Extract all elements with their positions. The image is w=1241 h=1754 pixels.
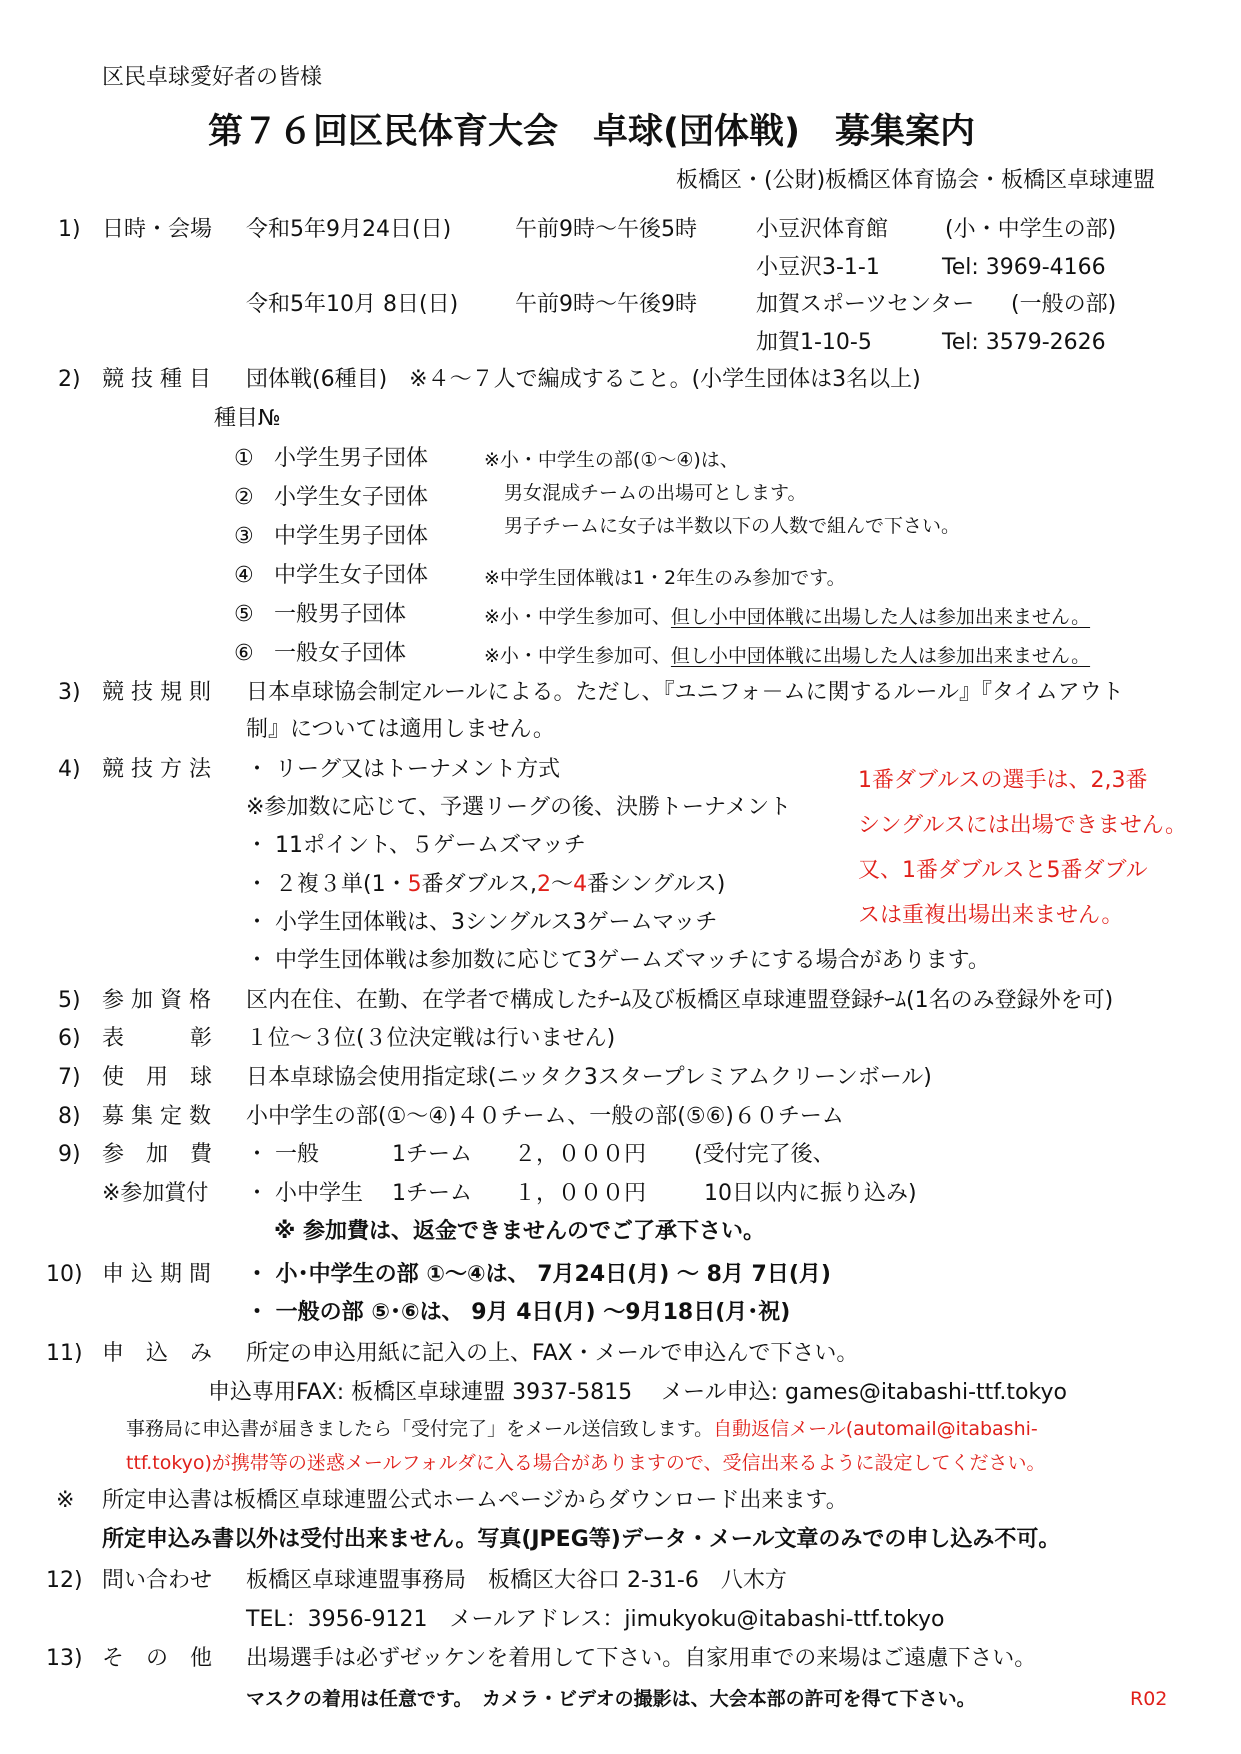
form-required-note: 所定申込み書以外は受付出来ません。写真(JPEG等)データ・メール文章のみでの申し込み不可。: [102, 1527, 1061, 1552]
tel-2: Tel: 3579-2626: [942, 330, 1106, 355]
tel-1: Tel: 3969-4166: [942, 255, 1106, 280]
section-label: 参 加 費: [102, 1142, 213, 1167]
event-no: ③: [234, 524, 254, 549]
section-label: 競 技 種 目: [102, 367, 211, 392]
section-number: 1): [58, 217, 81, 242]
doubles-note: 1番ダブルスの選手は、2,3番: [858, 768, 1148, 793]
event-name: 一般男子団体: [274, 602, 407, 627]
address-1: 小豆沢3-1-1: [756, 255, 880, 280]
section-number: 12): [46, 1568, 83, 1593]
section-number: 4): [58, 757, 81, 782]
section-label: 参 加 資 格: [102, 988, 211, 1013]
section-number: 11): [46, 1341, 83, 1366]
method-line: ・ ２複３単(1・5番ダブルス,2～4番シングルス): [246, 872, 726, 897]
event-no: ②: [234, 485, 254, 510]
section-label: 募 集 定 数: [102, 1104, 211, 1129]
fax-email-line: 申込専用FAX: 板橋区卓球連盟 3937-5815 メール申込: games@itabashi-ttf.tokyo: [208, 1380, 1067, 1405]
event-note: ※中学生団体戦は1・2年生のみ参加です。: [484, 567, 846, 589]
event-name: 一般女子団体: [274, 641, 407, 666]
event-name: 中学生女子団体: [274, 563, 429, 588]
application-text: 所定の申込用紙に記入の上、FAX・メールで申込んで下さい。: [246, 1341, 859, 1366]
section-number: 13): [46, 1646, 83, 1671]
division-1: (小・中学生の部): [945, 217, 1117, 242]
time-2: 午前9時～午後9時: [515, 292, 697, 317]
section-label: 競 技 方 法: [102, 757, 211, 782]
section-sublabel: ※参加賞付: [102, 1181, 209, 1206]
fee-category: ・ 一般: [246, 1142, 319, 1167]
period-line: ・ 一般の部 ⑤･⑥は、 9月 4日(月) ～9月18日(月･祝): [246, 1300, 791, 1325]
capacity-text: 小中学生の部(①～④)４０チーム、一般の部(⑤⑥)６０チーム: [246, 1104, 844, 1129]
division-2: (一般の部): [1011, 292, 1117, 317]
doubles-note: スは重複出場出来ません。: [858, 903, 1124, 928]
method-line: ・ リーグ又はトーナメント方式: [246, 757, 561, 782]
fee-amount: １，０００円: [514, 1181, 647, 1206]
section-number: 9): [58, 1142, 81, 1167]
note-mark: ※: [56, 1488, 75, 1513]
section-number: 7): [58, 1065, 81, 1090]
event-note: 男女混成チームの出場可とします。: [504, 482, 807, 504]
eligibility-text: 区内在住、在勤、在学者で構成したﾁｰﾑ及び板橋区卓球連盟登録ﾁｰﾑ(1名のみ登録外を可): [246, 988, 1114, 1013]
event-name: 小学生男子団体: [274, 446, 429, 471]
page-title: 第７６回区民体育大会 卓球(団体戦) 募集案内: [208, 112, 975, 152]
event-note: 男子チームに女子は半数以下の人数で組んで下さい。: [504, 515, 961, 537]
rules-text: 制』については適用しません。: [246, 717, 555, 742]
event-note: ※小・中学生参加可、但し小中団体戦に出場した人は参加出来ません。: [484, 645, 1091, 667]
event-no: ⑤: [234, 602, 254, 627]
organizers: 板橋区・(公財)板橋区体育協会・板橋区卓球連盟: [676, 168, 1156, 193]
spam-note: ttf.tokyo)が携帯等の迷惑メールフォルダに入る場合がありますので、受信出来るように設定してください。: [126, 1452, 1046, 1474]
date-1: 令和5年9月24日(日): [246, 217, 452, 242]
ball-text: 日本卓球協会使用指定球(ニッタク3スタープレミアムクリーンボール): [246, 1065, 932, 1090]
address-2: 加賀1-10-5: [756, 330, 872, 355]
section-label: そ の 他: [102, 1646, 213, 1671]
event-name: 小学生女子団体: [274, 485, 429, 510]
event-note: ※小・中学生の部(①～④)は、: [484, 449, 739, 471]
section-number: 2): [58, 367, 81, 392]
contact-tel-email: TEL：3956-9121 メールアドレス：jimukyoku@itabashi-ttf.tokyo: [246, 1607, 945, 1632]
section-label: 日時・会場: [102, 217, 213, 242]
section-number: 10): [46, 1262, 83, 1287]
awards-text: １位～３位(３位決定戦は行いません): [246, 1026, 616, 1051]
document-code: R02: [1130, 1688, 1168, 1710]
section-label: 使 用 球: [102, 1065, 213, 1090]
contact-address: 板橋区卓球連盟事務局 板橋区大谷口 2-31-6 八木方: [246, 1568, 787, 1593]
fee-unit: 1チーム: [392, 1181, 472, 1206]
event-no: ⑥: [234, 641, 254, 666]
section-label: 申 込 期 間: [102, 1262, 211, 1287]
event-no: ①: [234, 446, 254, 471]
event-note: ※小・中学生参加可、但し小中団体戦に出場した人は参加出来ません。: [484, 606, 1091, 628]
time-1: 午前9時～午後5時: [515, 217, 697, 242]
section-label: 表 彰: [102, 1026, 213, 1051]
event-summary: 団体戦(6種目) ※４～７人で編成すること。(小学生団体は3名以上): [246, 367, 921, 392]
fee-note: (受付完了後、: [694, 1142, 835, 1167]
event-name: 中学生男子団体: [274, 524, 429, 549]
greeting: 区民卓球愛好者の皆様: [102, 65, 323, 90]
period-line: ・ 小･中学生の部 ①～④は、 7月24日(月) ～ 8月 7日(月): [246, 1262, 831, 1287]
doubles-note: シングルスには出場できません。: [858, 813, 1188, 838]
section-label: 競 技 規 則: [102, 680, 211, 705]
section-label: 申 込 み: [102, 1341, 213, 1366]
rules-text: 日本卓球協会制定ルールによる。ただし、『ユニフォ－ムに関するルール』『タイムアウト: [246, 680, 1124, 705]
event-no-header: 種目№: [214, 406, 281, 431]
method-line: ・ 小学生団体戦は、3シングルス3ゲームマッチ: [246, 910, 718, 935]
section-number: 5): [58, 988, 81, 1013]
venue-1: 小豆沢体育館: [756, 217, 889, 242]
section-number: 8): [58, 1104, 81, 1129]
fee-amount: ２，０００円: [514, 1142, 647, 1167]
fee-unit: 1チーム: [392, 1142, 472, 1167]
date-2: 令和5年10月 8日(日): [246, 292, 459, 317]
doubles-note: 又、1番ダブルスと5番ダブル: [858, 858, 1148, 883]
download-note: 所定申込書は板橋区卓球連盟公式ホームページからダウンロード出来ます。: [102, 1488, 848, 1513]
venue-2: 加賀スポーツセンター: [756, 292, 975, 317]
section-label: 問い合わせ: [102, 1568, 213, 1593]
section-number: 3): [58, 680, 81, 705]
confirmation-note: 事務局に申込書が届きましたら「受付完了」をメール送信致します。自動返信メール(automail@itabashi-: [126, 1418, 1038, 1440]
event-no: ④: [234, 563, 254, 588]
fee-note: 10日以内に振り込み): [704, 1181, 917, 1206]
other-note: 出場選手は必ずゼッケンを着用して下さい。自家用車での来場はご遠慮下さい。: [246, 1646, 1037, 1671]
no-refund-note: ※ 参加費は、返金できませんのでご了承下さい。: [274, 1219, 766, 1244]
method-line: ・ 11ポイント、５ゲームズマッチ: [246, 833, 586, 858]
method-line: ※参加数に応じて、予選リーグの後、決勝トーナメント: [246, 795, 792, 820]
fee-category: ・ 小中学生: [246, 1181, 363, 1206]
method-line: ・ 中学生団体戦は参加数に応じて3ゲームズマッチにする場合があります。: [246, 948, 990, 973]
other-note: マスクの着用は任意です。 カメラ・ビデオの撮影は、大会本部の許可を得て下さい。: [246, 1688, 976, 1710]
section-number: 6): [58, 1026, 81, 1051]
